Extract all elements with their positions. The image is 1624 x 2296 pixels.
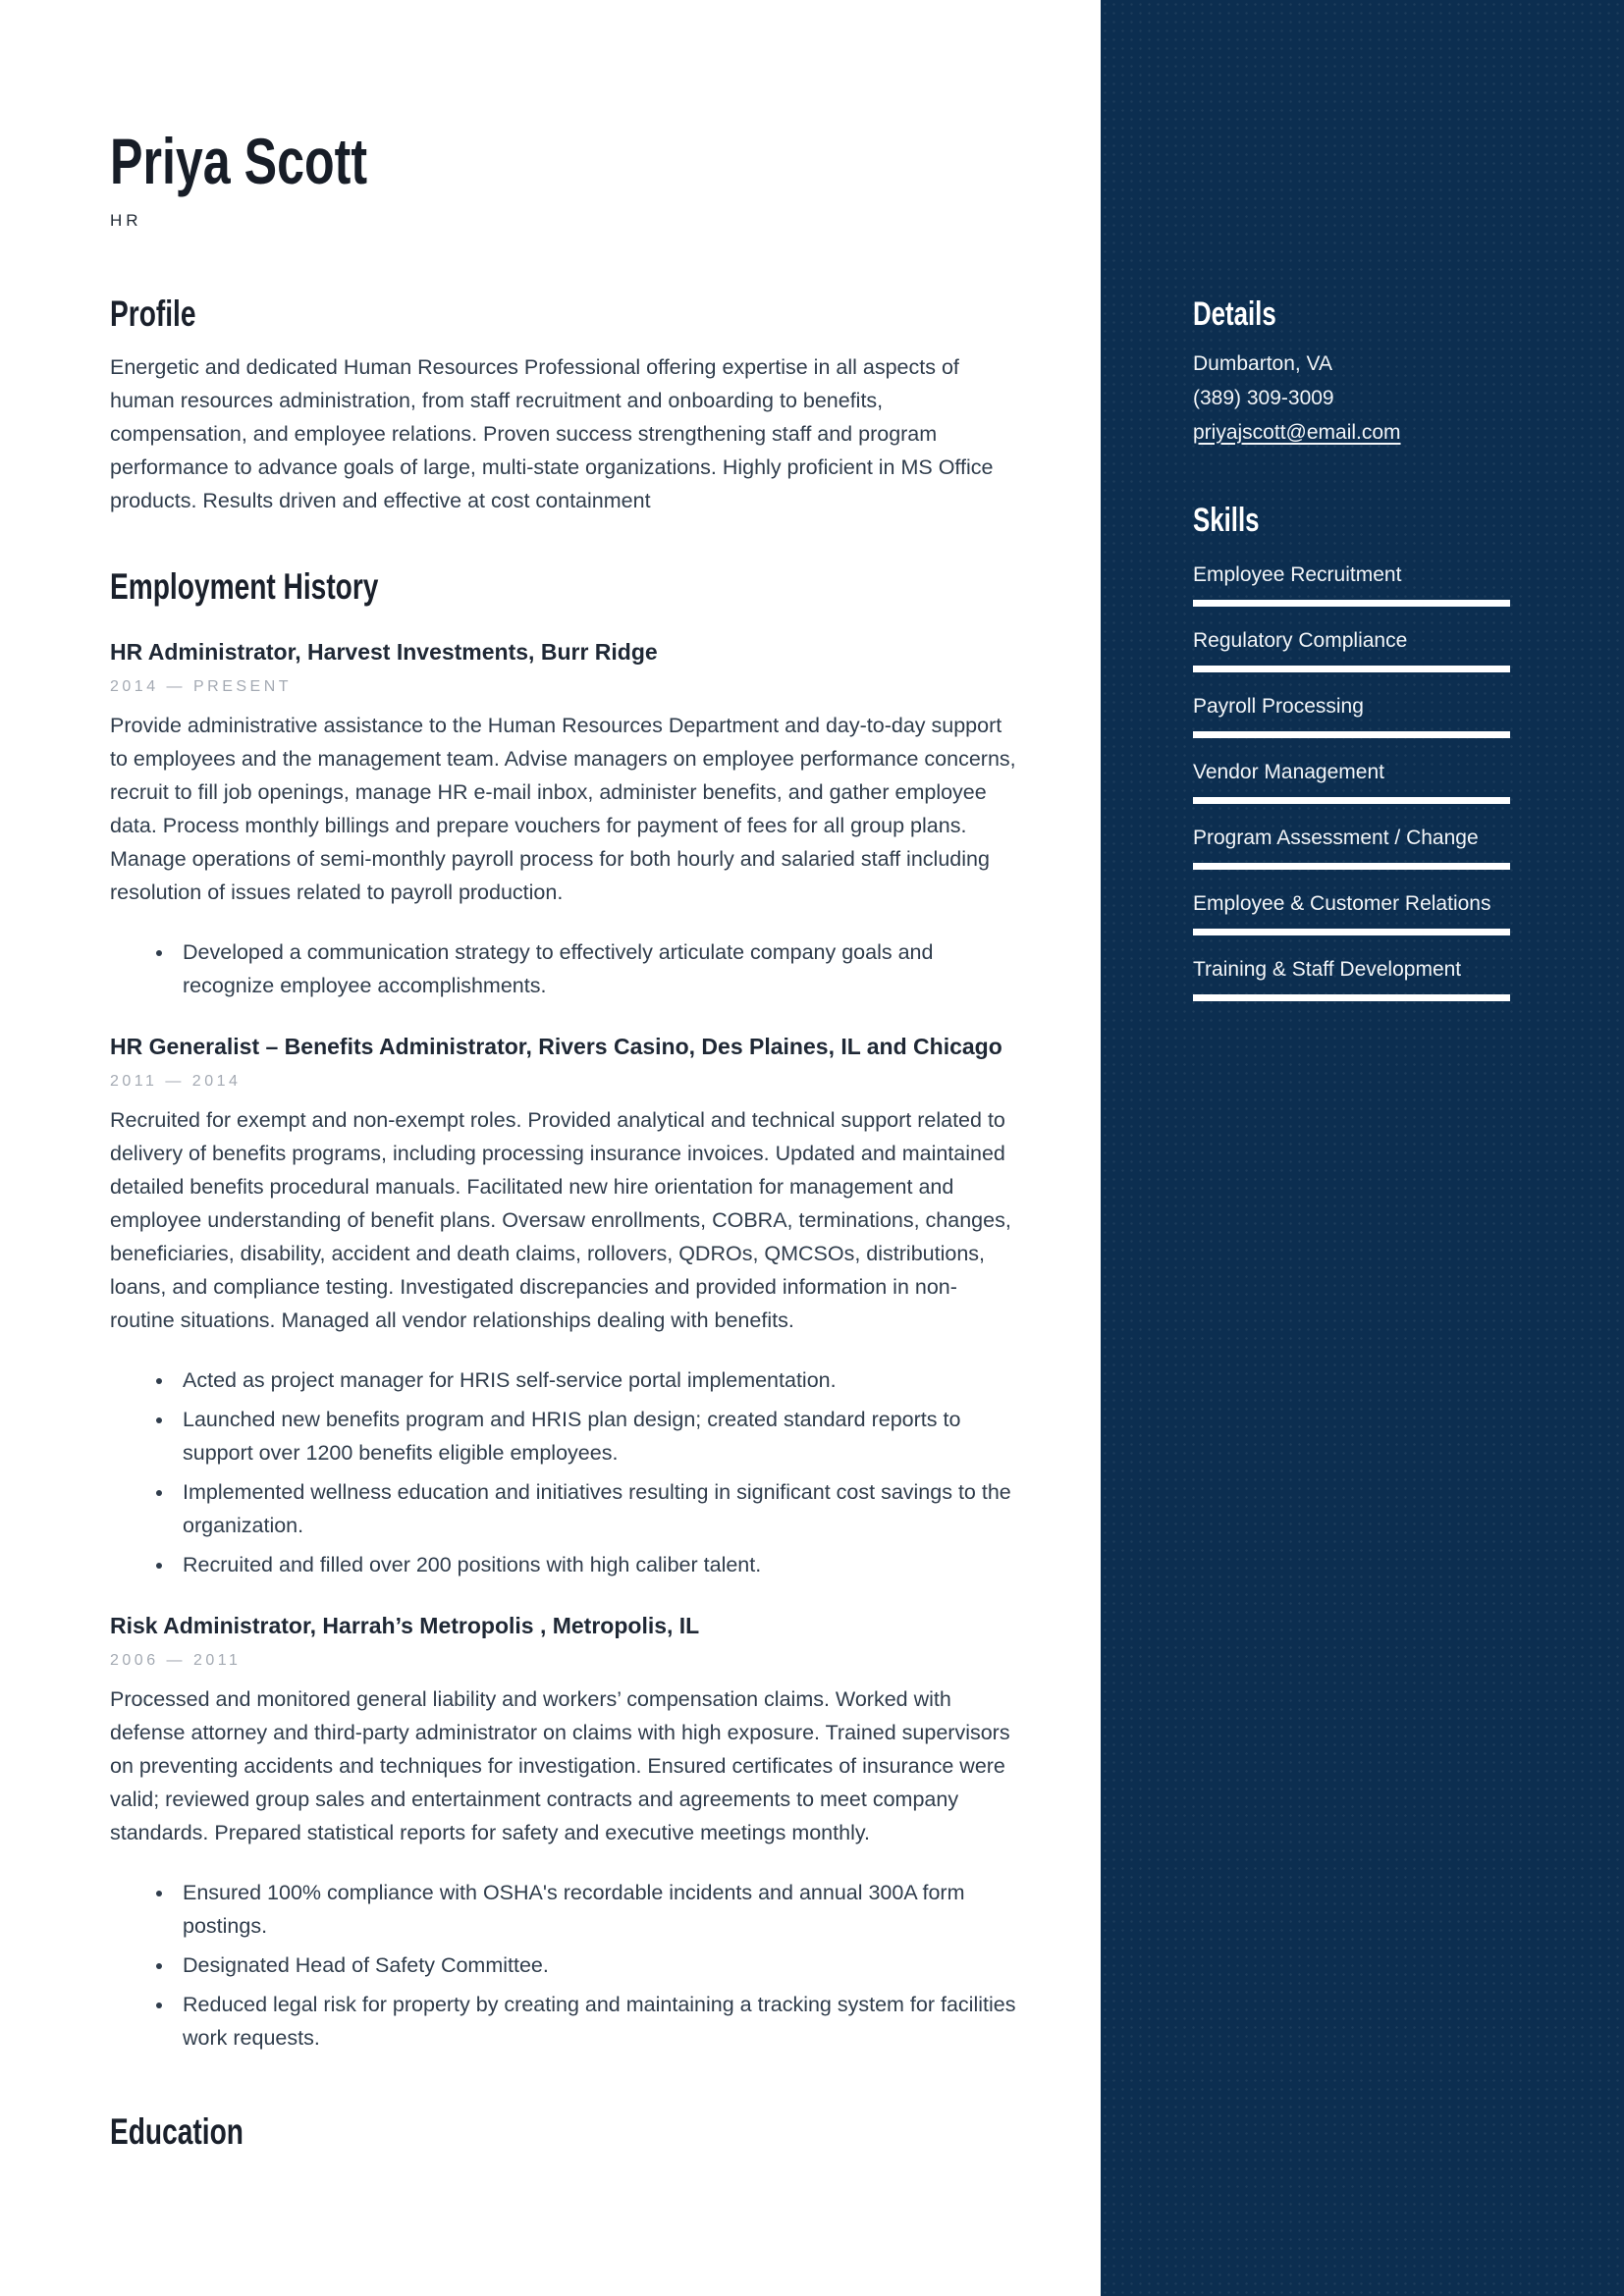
- skill-label: Regulatory Compliance: [1193, 628, 1408, 652]
- skill-label: Payroll Processing: [1193, 694, 1364, 718]
- job-date-range: 2006 — 2011: [110, 1652, 242, 1670]
- sidebar: [1101, 0, 1624, 2296]
- section-profile: [110, 294, 1018, 517]
- skill-item: [1193, 627, 1510, 672]
- skill-level-bar: [1193, 994, 1510, 1001]
- job-achievement: • Designated Head of Safety Committee.: [175, 1949, 1018, 1982]
- candidate-name: Priya Scott: [110, 125, 368, 197]
- job-title: Risk Administrator, Harrah’s Metropolis , Metropolis, IL: [110, 1613, 700, 1639]
- skill-label: Program Assessment / Change: [1193, 826, 1479, 849]
- job-description: Recruited for exempt and non-exempt roles. Provided analytical and technical support related to delivery of benefits programs, including processing insurance invoices. Updated and maintained detailed benefits procedural manuals. Facilitated new hire orientation for management and employee understanding of benefit plans. Oversaw enrollments, COBRA, terminations, changes, beneficiaries, disability, accident and death claims, rollovers, QDROs, QMCSOs, distributions, loans, and compliance testing. Investigated discrepancies and provided information in non-routine situations. Managed all vendor relationships dealing with benefits.: [110, 1108, 1011, 1333]
- details-list: [1193, 347, 1510, 450]
- job-description: Provide administrative assistance to the Human Resources Department and day-to-day support to employees and the management team. Advise managers on employee performance concerns, recruit to fill job openings, manage HR e-mail inbox, administer benefits, and gather employee data. Process monthly billings and prepare vouchers for payment of fees for all group plans. Manage operations of semi-monthly payroll process for both hourly and salaried staff including resolution of issues related to payroll production.: [110, 714, 1016, 905]
- job-achievement: • Launched new benefits program and HRIS plan design; created standard reports to support over 1200 benefits eligible employees.: [175, 1403, 1018, 1469]
- skill-level-bar: [1193, 600, 1510, 607]
- skill-label: Vendor Management: [1193, 760, 1384, 783]
- employment-history-heading: Employment History: [110, 565, 379, 607]
- skill-item: [1193, 561, 1510, 607]
- job-achievement: • Ensured 100% compliance with OSHA's recordable incidents and annual 300A form postings.: [175, 1876, 1018, 1943]
- job-entry-hr-generalist: [110, 1029, 1018, 1581]
- skill-level-bar: [1193, 797, 1510, 804]
- job-date-range: 2011 — 2014: [110, 1073, 242, 1091]
- job-achievement: • Acted as project manager for HRIS self-service portal implementation.: [175, 1363, 1018, 1397]
- job-description: Processed and monitored general liability and workers’ compensation claims. Worked with defense attorney and third-party administrator on claims with high exposure. Trained supervisors on preventing accidents and techniques for investigation. Ensured certificates of insurance were valid; reviewed group sales and entertainment contracts and agreements to meet company standards. Prepared statistical reports for safety and executive meetings monthly.: [110, 1687, 1010, 1845]
- sidebar-section-skills: [1193, 501, 1510, 1001]
- skills-heading: Skills: [1193, 501, 1260, 539]
- skill-level-bar: [1193, 731, 1510, 738]
- job-achievements-list: [110, 1876, 1018, 2055]
- job-achievements-list: [110, 1363, 1018, 1581]
- skill-item: [1193, 759, 1510, 804]
- skill-item: [1193, 890, 1510, 935]
- skill-level-bar: [1193, 863, 1510, 870]
- job-achievement: • Recruited and filled over 200 positions with high caliber talent.: [175, 1548, 1018, 1581]
- job-date-range: 2014 — PRESENT: [110, 678, 293, 696]
- detail-phone: (389) 309-3009: [1193, 386, 1334, 409]
- details-heading: Details: [1193, 295, 1276, 333]
- skill-level-bar: [1193, 666, 1510, 672]
- candidate-role: HR: [110, 211, 142, 231]
- job-entry-risk-administrator: [110, 1608, 1018, 2055]
- job-title: HR Administrator, Harvest Investments, Burr Ridge: [110, 639, 658, 666]
- skill-item: [1193, 825, 1510, 870]
- job-entry-hr-administrator: [110, 634, 1018, 1002]
- section-employment-history: [110, 566, 1018, 2056]
- section-education: [110, 2111, 1018, 2154]
- skill-label: Employee Recruitment: [1193, 562, 1402, 586]
- skill-label: Training & Staff Development: [1193, 957, 1462, 981]
- job-achievements-list: [110, 935, 1018, 1002]
- resume-header: [110, 125, 1018, 231]
- skill-label: Employee & Customer Relations: [1193, 891, 1491, 915]
- skill-level-bar: [1193, 929, 1510, 935]
- detail-location: Dumbarton, VA: [1193, 351, 1333, 375]
- skill-item: [1193, 693, 1510, 738]
- job-achievement: • Reduced legal risk for property by creating and maintaining a tracking system for facilities work requests.: [175, 1988, 1018, 2055]
- education-heading: Education: [110, 2111, 244, 2153]
- detail-email-link[interactable]: priyajscott@email.com: [1193, 420, 1401, 444]
- profile-text: Energetic and dedicated Human Resources Professional offering expertise in all aspects of human resources administration, from staff recruitment and onboarding to benefits, compensation, and employee relations. Proven success strengthening staff and program performance to advance goals of large, multi-state organizations. Highly proficient in MS Office products. Results driven and effective at cost containment: [110, 354, 994, 512]
- skill-item: [1193, 956, 1510, 1001]
- job-achievement: • Developed a communication strategy to effectively articulate company goals and recognize employee accomplishments.: [175, 935, 1018, 1002]
- job-achievement: • Implemented wellness education and initiatives resulting in significant cost savings to the organization.: [175, 1475, 1018, 1542]
- sidebar-section-details: [1193, 294, 1510, 450]
- job-title: HR Generalist – Benefits Administrator, Rivers Casino, Des Plaines, IL and Chicago: [110, 1034, 1002, 1060]
- profile-heading: Profile: [110, 294, 196, 335]
